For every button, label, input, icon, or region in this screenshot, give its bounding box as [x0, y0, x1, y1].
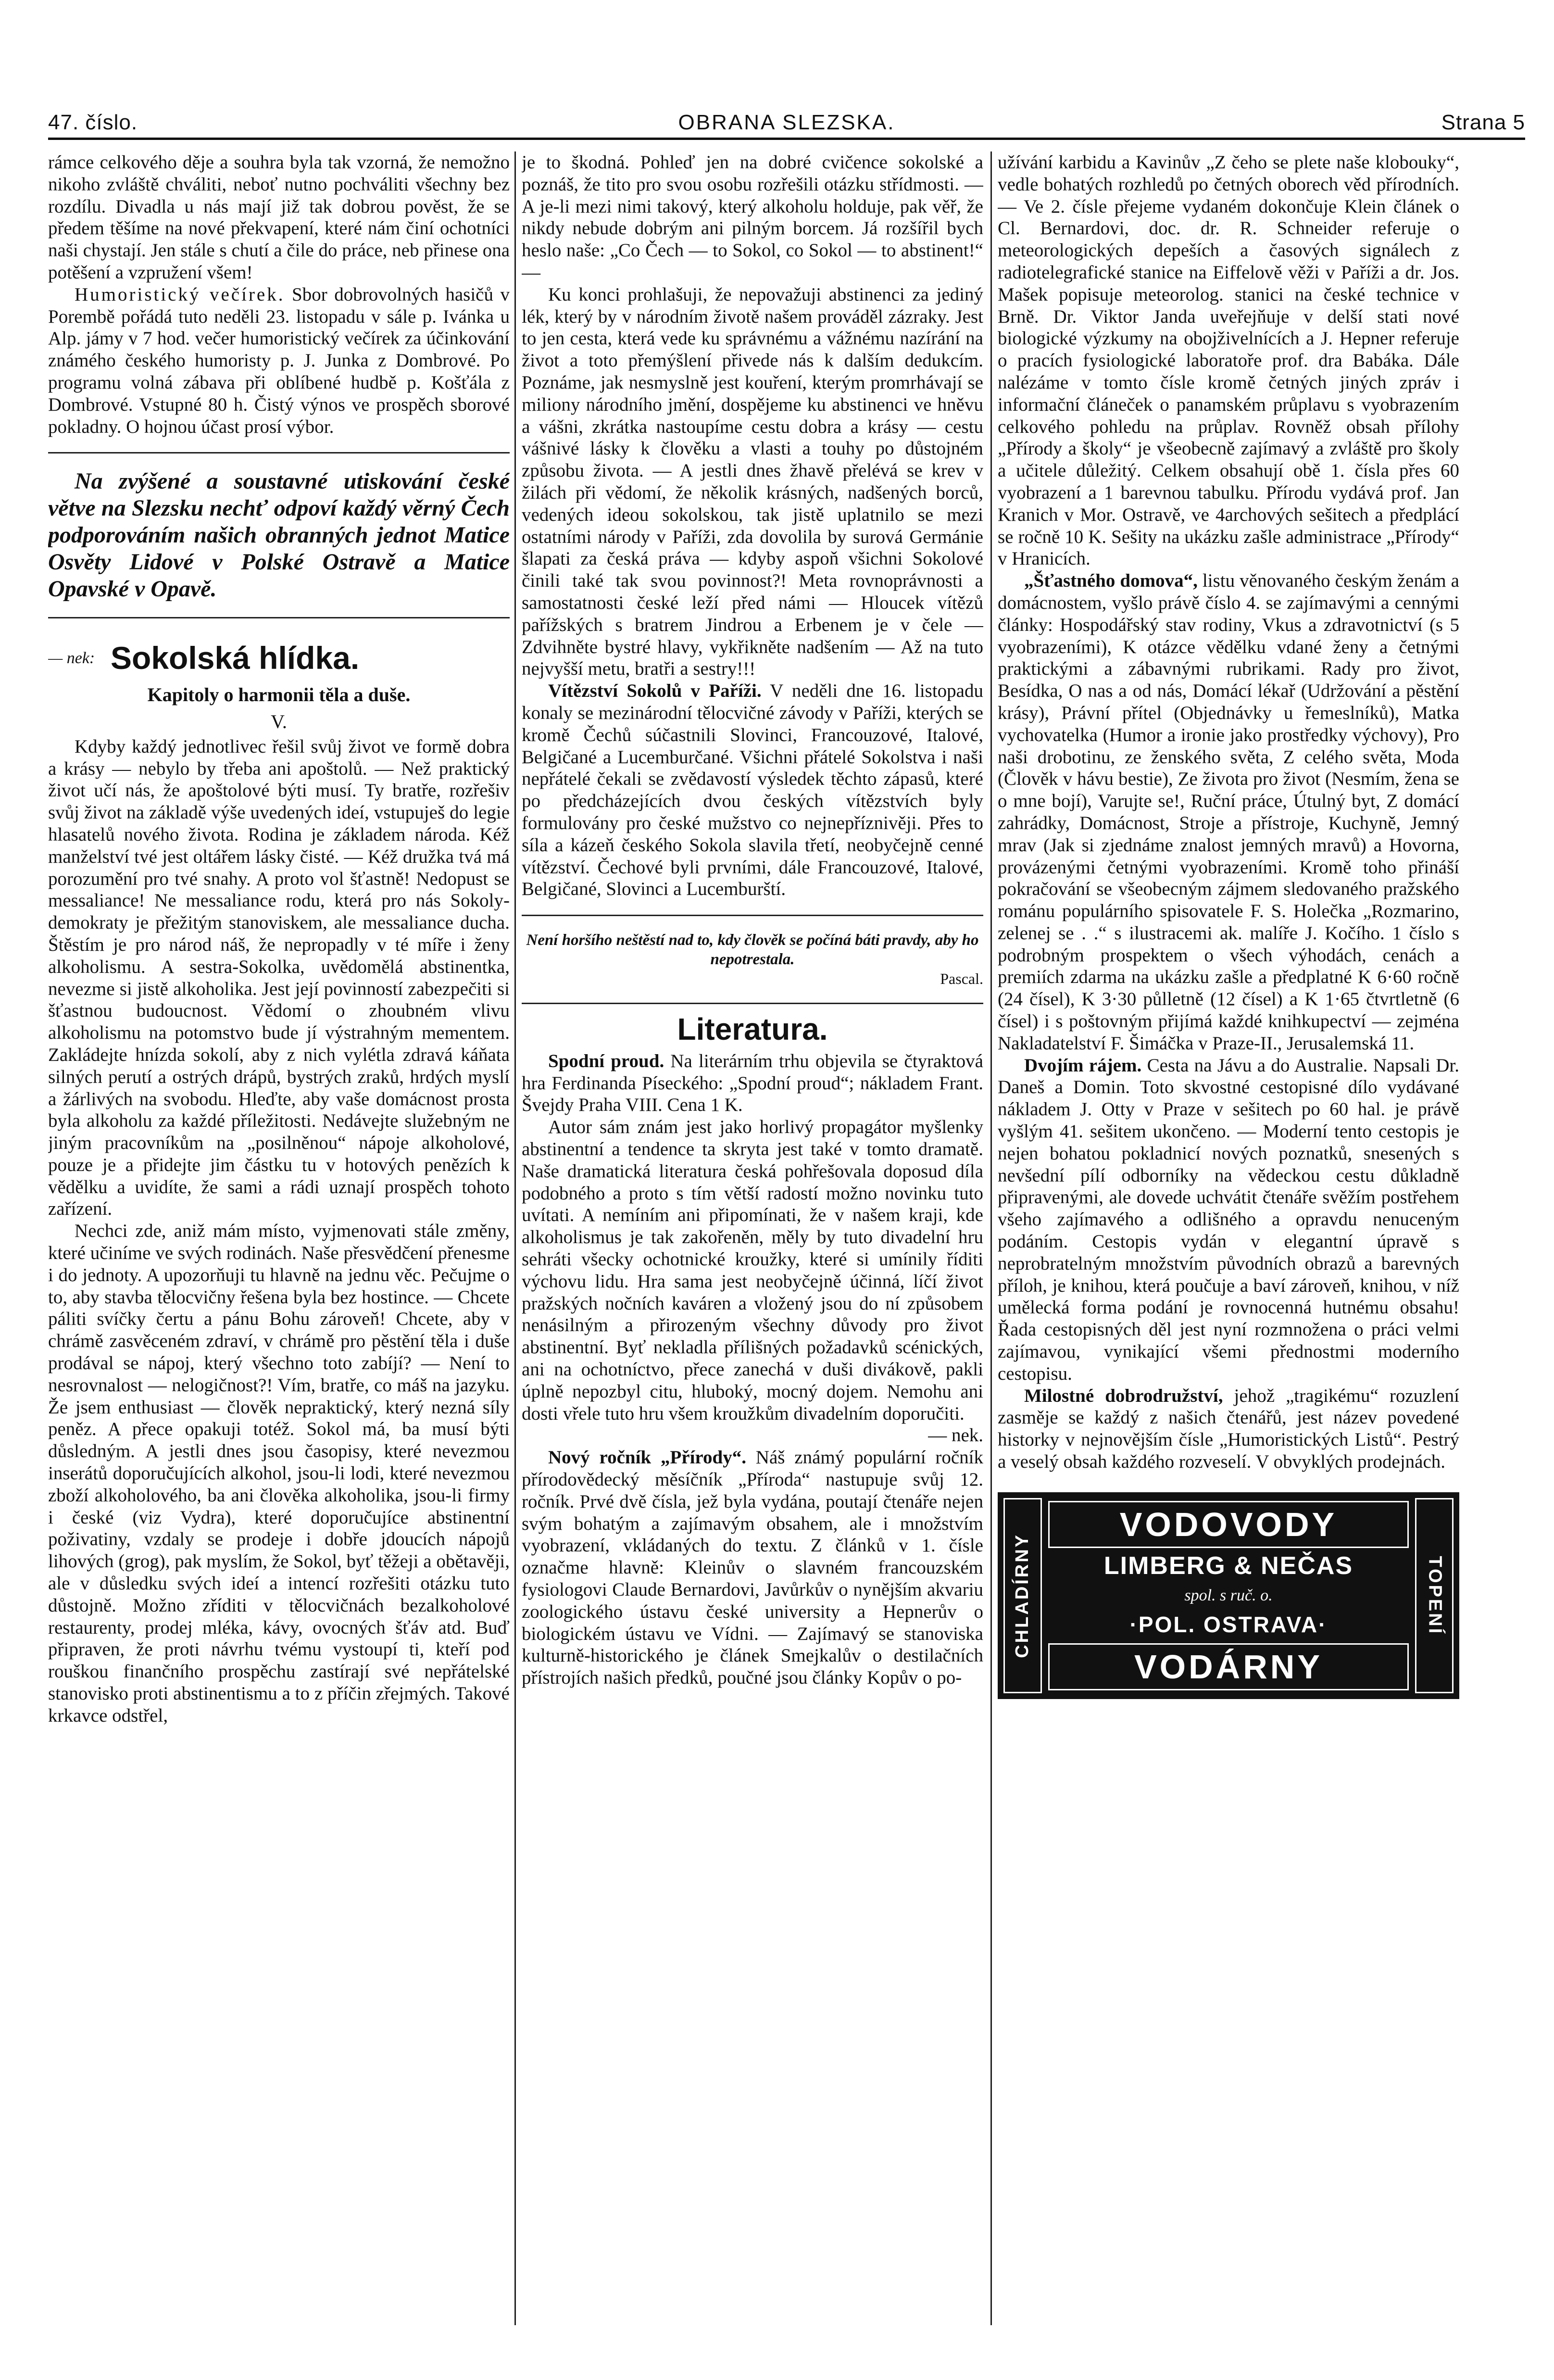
quote-author: Pascal.: [940, 970, 983, 988]
article-heading: Milostné dobrodružství,: [1024, 1385, 1223, 1406]
article-paragraph: užívání karbidu a Kavinův „Z čeho se plete naše klobouky“, vedle bohatých rozhledů po četných oborech věd přírodních. — Ve 2. čísle přejeme vydaném dokončuje Klein článek o Cl. Bernardovi, doc. dr. R. Schneider referuje o meteorologických depeších a časových signálech z radiotelegrafické stanice na Eiffelově věži v Paříži a dr. Jos. Mašek popisuje meteorolog. stanici na české technice v Brně. Dr. Viktor Janda uveřejňuje v delší stati nové biologické výzkumy na obojživelnících a J. Hepner referuje o pracích fysiologické laboratoře prof. dra Babáka. Dále nalézáme v tomto čísle kromě četných jiných zpráv i informační článeček o panamském průplavu s vyobrazením celkového pohledu na průplav. Rovněž obsah přílohy „Přírody a školy“ je všeobecně zajímavý a zvláště pro školy a učitele důležitý. Celkem obsahují obě 1. čísla přes 60 vyobrazení a 1 barevnou tabulku. Přírodu vydává prof. Jan Kranich v Mor. Ostravě, ve 4archových sešitech a předplácí se ročně 10 K. Sešity na ukázku zašle administrace „Přírody“ v Hranicích.: [998, 152, 1459, 569]
quote-box: [522, 931, 983, 988]
article-text: listu věnovaného českým ženám a domácnostem, vyšlo právě číslo 4. se zajímavými a cennými články: Hospodářský stav rodiny, Vkus a zdravotnictví (s 5 vyobrazeními), K otázce vědělku vdané ženy a četnými praktickými a zábavnými rubrikami. Rady pro život, Besídka, O nas a od nás, Domácí lékař (Udržování a pěstění krásy), Právní přítel (Objednávky u řemeslníků), Matka vychovatelka (Humor a ironie jako prostředky výchovy), Pro naši drobotinu, ze ženského světa, Z celého světa, Moda (Člověk v hávu bestie), Ze života pro život (Nesmím, žena se o mne bojí), Varujte se!, Ruční práce, Útulný byt, Z domácí zahrádky, Domácnost, Stroje a přístroje, Kuchyně, Jemný mrav (Jak si zjednáme znalost jemných mravů) a Hovorna, provázenými četnými vyobrazeními. Kromě toho přináší pokračování se všeobecným zájmem sledovaného pražského románu populárního spisovatele F. S. Holečka „Rozmarino, zelenej se . .“ s ilustracemi ak. malíře J. Kočího. 1 číslo s podrobným prospektem o všech výhodách, cenách a premiích zdarma na ukázku zašle a předplatné K 6·60 ročně (24 čísel), K 3·30 půlletně (12 čísel) a K 1·65 čtvrtletně (6 čísel) i s poštovným přijímá každé knihkupectví — zejména Nakladatelství F. Šimáčka v Praze-II., Jerusalemská 11.: [998, 570, 1459, 1054]
newspaper-title: OBRANA SLEZSKA.: [678, 111, 895, 134]
column-divider: [514, 151, 516, 2325]
article-paragraph: Kdyby každý jednotlivec řešil svůj život ve formě dobra a krásy — nebylo by třeba ani apoštolů. — Než praktický život učí nás, že apoštolové býti musí. Ty bratře, rozřešiv svůj život na základě výše uvedených ideí, vstupuješ do legie hlasatelů nového života. Rodina je základem národa. Kéž manželství tvé jest oltářem lásky čisté. — Kéž družka tvá má porozumění pro tvé snahy. A proto vol šťastně! Nedopust se messaliance! Ne messaliance rodu, která pro nás Sokoly-demokraty je přežitým stanoviskem, ale messaliance ducha. Štěstím je pro národ náš, že nepropadly v té míře i ženy alkoholismu. A sestra-Sokolka, uvědomělá abstinentka, nevezme si jistě alkoholika. Jest její povinností zabezpečiti si šťastnou budoucnost. Vědomí o zhoubném vlivu alkoholismu na potomstvo bude jí výstrahným mementem. Zakládejte hnízda sokolí, aby z nich vylétla zdravá káňata silných perutí a ostrých drápů, bystrých zraků, hrdých myslí a žárlivých na svobodu. Hleďte, aby vaše domácnost prosta byla alkoholu za každé příležitosti. Nedávejte služebným ne jiným pracovníkům na „posilněnou“ nápoje alkoholové, pouze je a přidejte jim částku tu v hotových penězích k vědělku a uvidíte, že sami a rádi uznají prospěch tohoto zařízení.: [48, 736, 510, 1220]
article-paragraph: Ku konci prohlašuji, že nepovažuji abstinenci za jediný lék, který by v národním životě našem prováděl zázraky. Jest to jen cesta, která vede ku správnému a vážnému nazírání na život a toto přemýšlení přivede nás k dalším dedukcím. Poznáme, jak nesmyslně jest kouření, kterým promrhávají se miliony národního jmění, dospějeme ku abstinenci ve hněvu a vášni, zkrátka nastoupíme cestu dobra a krásy — cestu vášnivé lásky k člověku a vlasti a touhy po důstojném způsobu života. — A jestli dnes žhavě přelévá se krev v žilách při vědomí, že několik krásných, nadšených borců, vedených ideou sokolskou, tak jistě uplatnilo se mezi ostatními národy v Paříži, zda dovolila by surová Germánie šlapati za česká práva — kdyby aspoň všichni Sokolové činili také tak svou povinnost?! Meta rovnoprávnosti a samostatnosti české leží před námi — Hloucek vítězů pařížských s bratrem Jindrou a Erbenem je v čele — Zdvihněte bystré hlavy, vykřikněte nadšením — Až na tuto nejvyšší metu, bratři a sestry!!!: [522, 284, 983, 680]
article-paragraph: je to škodná. Pohleď jen na dobré cvičence sokolské a poznáš, že tito pro svou osobu rozřešili otázku střídmosti. — A je-li mezi nimi takový, který alkoholu holduje, pak věř, že nikdy nebude dobrým ani pilným borcem. Já rozšířil bych heslo naše: „Co Čech — to Sokol, co Sokol — to abstinent!“ —: [522, 152, 983, 283]
ad-firm-name: LIMBERG & NEČAS: [1103, 1551, 1353, 1580]
article-heading: Humoristický večírek.: [75, 284, 285, 305]
article-paragraph: Nechci zde, aniž mám místo, vyjmenovati stále změny, které učiníme ve svých rodinách. Naše přesvědčení přenesme i do jednoty. A upozorňuji tu hlavně na jednu věc. Pečujme o to, aby stavba tělocvičny řešena byla bez hostince. — Chcete páliti svíčky čertu a pánu Bohu zároveň! Chcete, aby v chrámě zasvěceném zdraví, v chrámě pro pěstění těla i duše prodával se nápoj, který všechno toto zabíjí? — Není to nesrovnalost — nelogičnost?! Vím, bratře, co máš na jazyku. Že jsem enthusiast — člověk nepraktický, který nezná síly peněz. A přece opakuji totéž. Sokol má, ba musí býti důsledným. A jestli dnes jsou časopisy, které nevezmou inserátů doporučujících alkohol, jsou-li lodi, které nevezmou zboží alkoholového, ba ani člověka alkoholika, jsou-li firmy i české (viz Vydra), které doporučujíce abstinentní poživatiny, vzdaly se prodeje i dobře jdoucích nápojů lihových (grog), pak myslím, že Sokol, byť těžeji a obětavěji, ale v důsledku svých ideí a intencí rozřešiti otázku tuto důstojně. Možno zříditi v tělocvičnách bezalkoholové restaurenty, prodej mléka, kávy, ovocných šťáv atd. Buď připraven, že proti návrhu tvému vystoupí ti, kteří pod rouškou finančního prospěchu zastírají své nepřátelské stanovisko proti abstinentismu a to z příčin zřejmých. Takové krkavce odstřel,: [48, 1221, 510, 1726]
ad-body: [1042, 1498, 1415, 1693]
article-heading: „Šťastného domova“,: [1024, 570, 1198, 592]
section-byline: — nek:: [48, 649, 95, 667]
article-paragraph: [998, 1055, 1459, 1385]
article-paragraph: [522, 1050, 983, 1116]
ad-side-label: CHLADÍRNY: [1003, 1498, 1042, 1693]
article-text: jehož „tragikému“ rozuzlení zasměje se každý z našich čtenářů, jest název povedené historky v nejnovějším čísle „Humoristických Listů“. Pestrý a veselý obsah každého rozveselí. V obvyklých prodejnách.: [998, 1385, 1459, 1473]
chapter-number: V.: [271, 710, 287, 732]
article-paragraph: [48, 284, 510, 438]
header-rule: [48, 138, 1525, 140]
article-subtitle: Kapitoly o harmonii těla a duše.: [147, 684, 411, 706]
ad-city: ·POL. OSTRAVA·: [1129, 1612, 1328, 1637]
page-header: [48, 91, 1525, 135]
issue-number: 47. číslo.: [48, 111, 138, 134]
article-paragraph: [998, 570, 1459, 1055]
appeal-notice: Na zvýšené a soustavné utiskování české větve na Slezsku nechť odpoví každý věrný Čech podporováním našich obranných jednot Matice Osvěty Lidové v Polské Ostravě a Matice Opavské v Opavě.: [48, 468, 510, 602]
advertisement: [998, 1492, 1459, 1699]
column-3: [998, 151, 1459, 2325]
article-heading: Nový ročník „Přírody“.: [548, 1447, 746, 1468]
article-heading: Spodní proud.: [548, 1050, 664, 1071]
article-signature: — nek.: [928, 1425, 983, 1446]
article-paragraph: rámce celkového děje a souhra byla tak vzorná, že nemožno nikoho zvláště chváliti, neboť nutno pochváliti všechny bez rozdílu. Divadla u nás mají již tak dobrou pověst, že se předem těšíme na nové překvapení, které nám činí ochotníci naši chystají. Jen stále s chutí a čile do práce, neb přinese ona potěšení a vzpružení všem!: [48, 152, 510, 283]
article-paragraph: [522, 680, 983, 900]
section-rule: [48, 617, 510, 618]
literature-title: Literatura.: [677, 1012, 828, 1047]
article-paragraph: Autor sám znám jest jako horlivý propagátor myšlenky abstinentní a tendence ta skryta jest také v tomto dramatě. Naše dramatická literatura česká pohřešovala doposud díla podobného a proto s tím větší radostí možno novinku tuto uvítati. A nemíním ani připomínati, že v našem kraji, kde alkoholismus je tak zakořeněn, měly by tuto divadelní hru sehráti všecky ochotnické kroužky, které si umínily říditi výchovu lidu. Hra sama jest neobyčejně účinná, líčí život pražských nočních kaváren a vložený jsou do ní způsobem nenásilným a přirozeným všechny důvody pro život abstinentní. Byť nekladla přílišných požadavků scénických, ani na ochotníctvo, přece zanechá v duši divákově, pakli úplně nepozbyl citu, hluboký, mocný dojem. Nemohu ani dosti vřele tuto hru všem kroužkům divadelním doporučiti.: [522, 1117, 983, 1424]
article-text: Náš známý populární ročník přírodovědecký měsíčník „Příroda“ nastupuje svůj 12. ročník. Prvé dvě čísla, jež byla vydána, poutají čtenáře nejen svým bohatým a zajímavým obsahem, ale i množstvím vyobrazení, vkládaných do textu. Z článků v 1. čísle označme hlavně: Kleinův o slavném francouzském fysiologovi Claude Bernardovi, Javůrkův o nynějším akvariu zoologického ústavu české university a Hepnerův o biologickém ústavu ve Vídni. — Zajímavý se stanoviska kulturně-historického je článek Smejkalův o destilačních přístrojích našich předků, poučné jsou články Kopův o po-: [522, 1447, 983, 1688]
section-header: [48, 640, 510, 676]
column-divider: [990, 151, 992, 2325]
section-rule: [48, 452, 510, 453]
page-number: Strana 5: [1441, 111, 1525, 134]
ad-side-label: TOPENÍ: [1415, 1498, 1454, 1693]
section-rule: [522, 915, 983, 916]
ad-footer: VODÁRNY: [1048, 1643, 1409, 1690]
article-paragraph: [522, 1447, 983, 1689]
section-rule: [522, 1003, 983, 1004]
article-text: V neděli dne 16. listopadu konaly se mezinárodní tělocvičné závody v Paříži, kterých se kromě Čechů súčastnili Slovinci, Francouzové, Italové, Belgičané a Lucemburčané. Všichni přátelé Sokolstva i naši nepřátelé čekali se zvědavostí výsledek těchto zápasů, které po předcházejících dvou českých vítězstvích byly formulovány pro české mužstvo co nejnepříznivěji. Přes to síla a kázeň českého Sokola slavila třetí, neobyčejně cenné vítězství. Čechové byli prvními, dále Francouzové, Italové, Belgičané, Slovinci a Lucemburští.: [522, 680, 983, 900]
quote-text: Není horšího neštěstí nad to, kdy člověk se počíná báti pravdy, aby ho nepotrestala.: [526, 932, 979, 969]
article-text: Na literárním trhu objevila se čtyraktová hra Ferdinanda Píseckého: „Spodní proud“; nákladem Frant. Švejdy Praha VIII. Cena 1 K.: [522, 1050, 983, 1116]
article-heading: Vítězství Sokolů v Paříži.: [548, 680, 762, 702]
ad-firm-type: spol. s ruč. o.: [1184, 1586, 1273, 1604]
ad-headline: VODOVODY: [1048, 1501, 1409, 1548]
article-heading: Dvojím rájem.: [1024, 1055, 1142, 1076]
column-1: [48, 151, 510, 2325]
article-paragraph: [998, 1385, 1459, 1473]
section-title: Sokolská hlídka.: [111, 640, 360, 676]
article-text: Cesta na Jávu a do Australie. Napsali Dr. Daneš a Domin. Toto skvostné cestopisné dílo vydávané nákladem J. Otty v Praze v sešitech po 60 hal. je právě vyšlým 41. sešitem ukončeno. — Moderní tento cestopis je nejen bohatou pokladnicí nových poznatků, snesených s nevšední pílí odborníky na vědeckou cestu důkladně připravenými, ale dovede uchvátit čtenáře svěžím postřehem všeho zajímavého a odlišného a opravdu nenuceným podáním. Cestopis vydán v elegantní úpravě s neprobratelným množstvím původních obrazů a barevných příloh, je knihou, která poučuje a baví zároveň, knihou, v níž umělecká forma podání je rovnocenná hutnému obsahu! Řada cestopisných děl jest nyní rozmnožena o práci velmi zajímavou, vynikající všemi přednostmi moderního cestopisu.: [998, 1055, 1459, 1384]
article-text: Sbor dobrovolných hasičů v Porembě pořádá tuto neděli 23. listopadu v sále p. Ivánka u Alp. jámy v 7 hod. večer humoristický večírek za účinkování známého českého humoristy p. J. Junka z Dombrové. Po programu volná zábava při oblíbené hudbě p. Košťála z Dombrové. Vstupné 80 h. Čistý výnos ve prospěch sborové pokladny. O hojnou účast prosí výbor.: [48, 284, 510, 437]
column-2: [522, 151, 983, 2325]
